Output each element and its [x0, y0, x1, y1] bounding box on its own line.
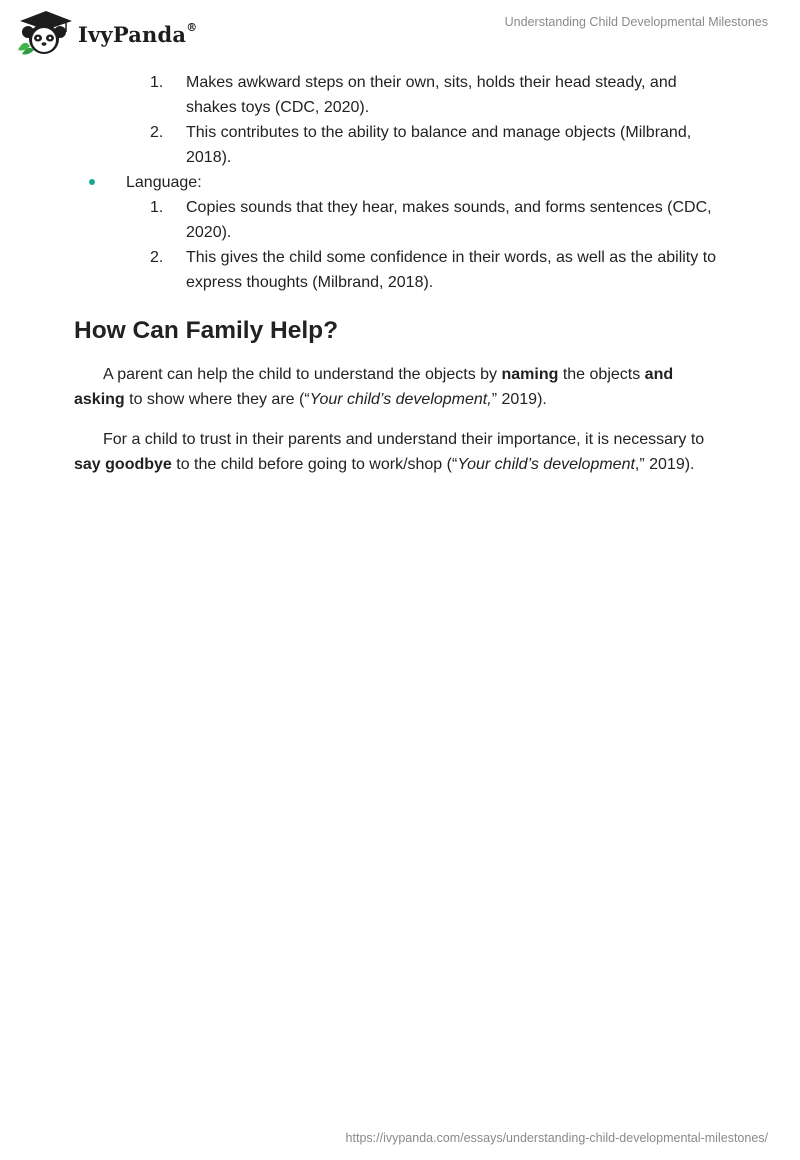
- panda-graduate-icon: [14, 8, 74, 56]
- document-body: [74, 70, 724, 492]
- list-item: 2. This gives the child some confidence in their words, as well as the ability to express thoughts (Milbrand, 2018).: [150, 249, 717, 291]
- language-bullet: Language:: [74, 170, 724, 195]
- bullet-icon: [89, 179, 95, 185]
- list-item: 1. Makes awkward steps on their own, sits, holds their head steady, and shakes toys (CDC, 2020).: [150, 74, 677, 116]
- document-title: Understanding Child Developmental Milestones: [504, 15, 768, 29]
- list-item: 2. This contributes to the ability to balance and manage objects (Milbrand, 2018).: [150, 124, 692, 166]
- list-item: 1. Copies sounds that they hear, makes sounds, and forms sentences (CDC, 2020).: [150, 199, 712, 241]
- motor-skills-list: [74, 70, 724, 170]
- section-heading: How Can Family Help?: [74, 317, 339, 344]
- language-list: [74, 195, 724, 295]
- page-header: [0, 0, 800, 60]
- paragraph-naming-objects: A parent can help the child to understand the objects by naming the objects and asking to show where they are (“Your child’s development,” 2019).: [74, 366, 674, 408]
- ivypanda-logo[interactable]: [14, 8, 214, 56]
- source-url[interactable]: https://ivypanda.com/essays/understanding-child-developmental-milestones/: [345, 1131, 768, 1145]
- brand-name: IvyPanda®: [78, 21, 198, 47]
- paragraph-say-goodbye: For a child to trust in their parents and understand their importance, it is necessary to say goodbye to the child before going to work/shop (“Your child’s development,” 2019).: [74, 431, 705, 473]
